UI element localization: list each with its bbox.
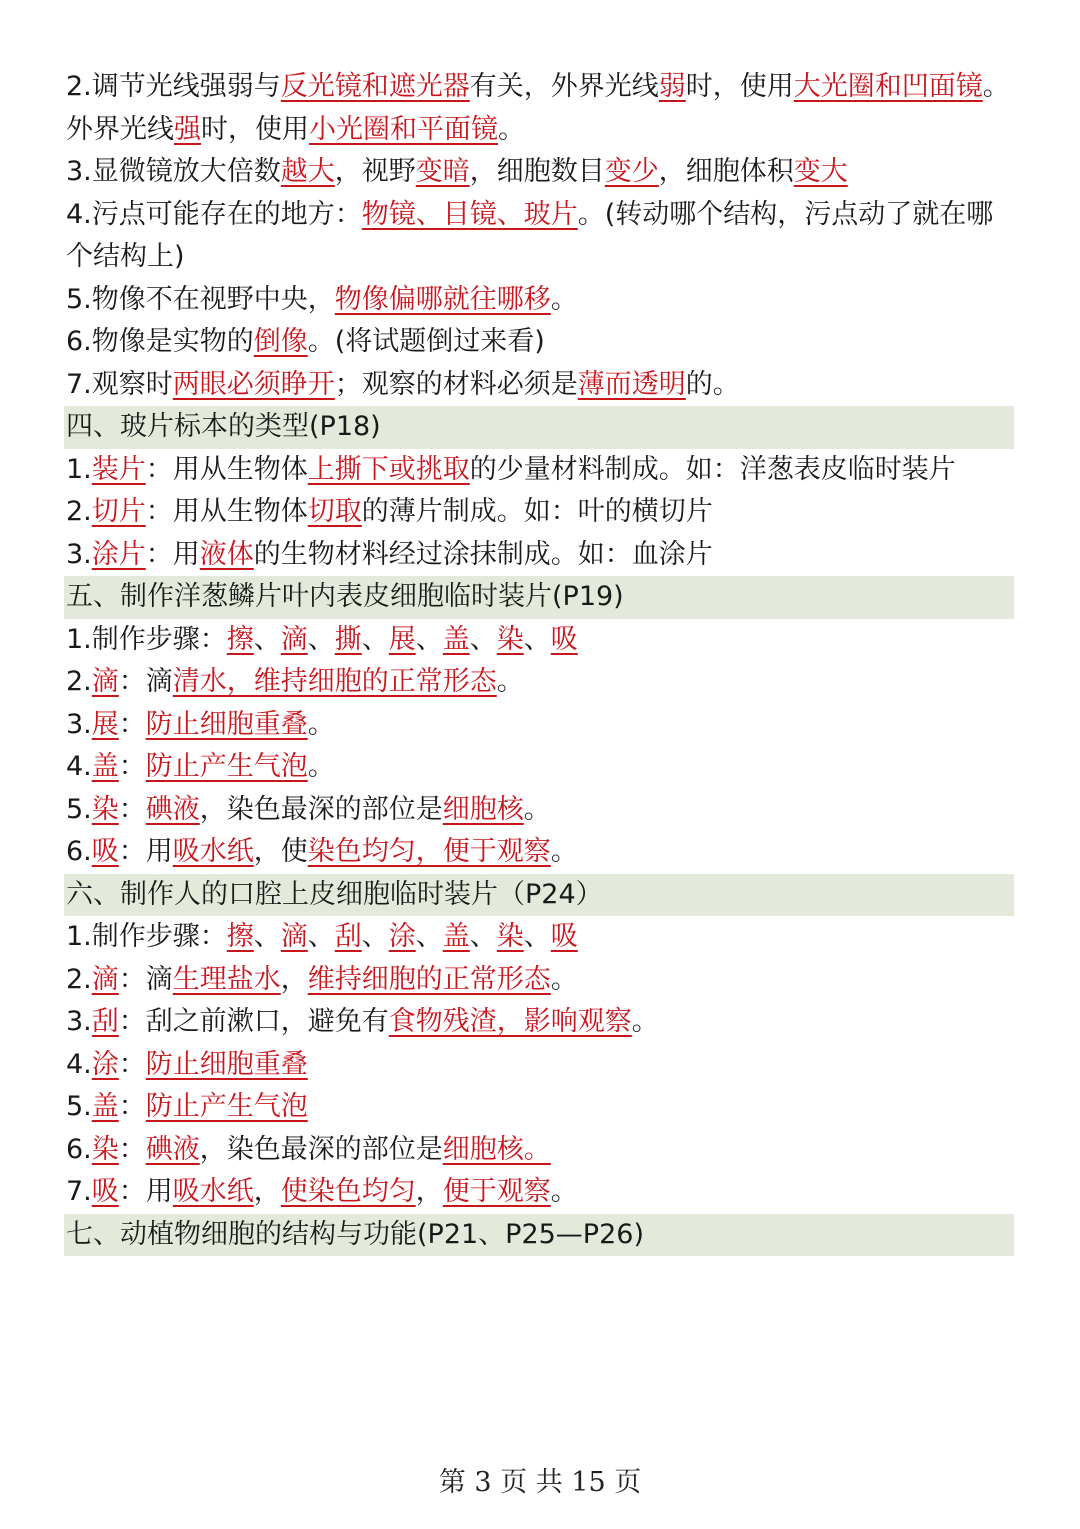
text-segment: ， [280, 963, 308, 995]
highlighted-answer: 涂 [91, 1048, 119, 1080]
highlighted-answer: 弱 [658, 71, 686, 102]
highlighted-answer: 细胞核。 [442, 1133, 551, 1165]
text-segment: 4. [66, 751, 92, 782]
highlighted-answer: 生理盐水 [172, 963, 281, 995]
text-segment: 的。 [685, 368, 740, 400]
highlighted-answer: 展 [91, 708, 119, 740]
text-line [66, 449, 1014, 492]
text-segment: 七、动植物细胞的结构与功能(P21、P25—P26) [66, 1218, 644, 1250]
text-segment: 、 [415, 921, 443, 952]
highlighted-answer: 滴 [280, 623, 308, 655]
text-line [66, 1001, 1014, 1044]
text-segment: 。外界光线 [66, 71, 1010, 145]
text-segment: 、 [307, 921, 335, 952]
highlighted-answer: 细胞核 [442, 793, 524, 825]
text-segment: ， [253, 1176, 281, 1207]
highlighted-answer: 薄而透明 [577, 368, 686, 400]
text-segment: ：用从生物体 [145, 453, 308, 485]
highlighted-answer: 吸 [550, 921, 578, 952]
highlighted-answer: 染 [91, 793, 119, 825]
highlighted-answer: 反光镜和遮光器 [280, 71, 470, 102]
highlighted-answer: 防止细胞重叠 [145, 708, 308, 740]
highlighted-answer: 上撕下或挑取 [307, 453, 470, 485]
text-segment: 、 [523, 623, 551, 655]
highlighted-answer: 吸 [91, 1176, 119, 1207]
text-line [66, 321, 1014, 364]
text-segment: 。 [307, 751, 335, 782]
highlighted-answer: 盖 [442, 921, 470, 952]
text-line [66, 959, 1014, 1002]
text-segment: 。 [496, 666, 524, 697]
highlighted-answer: 使染色均匀 [280, 1176, 416, 1207]
text-segment: ，细胞数目 [469, 156, 605, 187]
text-line [66, 491, 1014, 534]
section-heading [64, 406, 1014, 449]
highlighted-answer: 切片 [91, 496, 146, 527]
text-segment: 1.制作步骤： [66, 623, 227, 655]
text-segment: ：用 [118, 836, 173, 867]
highlighted-answer: 擦 [226, 623, 254, 655]
text-segment: 六、制作人的口腔上皮细胞临时装片（P24） [66, 878, 603, 910]
highlighted-answer: 液体 [199, 538, 254, 570]
text-segment: 、 [361, 623, 389, 655]
text-segment: 3.显微镜放大倍数 [66, 156, 281, 187]
highlighted-answer: 清水，维持细胞的正常形态 [172, 666, 497, 697]
text-line [66, 1171, 1014, 1214]
text-line [66, 1129, 1014, 1172]
text-segment: 。 [307, 708, 335, 740]
text-segment: 的生物材料经过涂抹制成。如：血涂片 [253, 538, 713, 570]
text-segment: 的薄片制成。如：叶的横切片 [361, 496, 713, 527]
text-line [66, 916, 1014, 959]
text-segment: 6.物像是实物的 [66, 326, 254, 357]
text-segment: ，细胞体积 [658, 156, 794, 187]
highlighted-answer: 变暗 [415, 156, 470, 187]
highlighted-answer: 碘液 [145, 1133, 200, 1165]
text-line [66, 194, 1014, 279]
text-segment: 6. [66, 836, 92, 867]
text-segment: 7.观察时 [66, 368, 173, 400]
text-segment: 3. [66, 708, 92, 740]
text-segment: ：滴 [118, 963, 173, 995]
text-segment: 。 [523, 793, 551, 825]
text-line [66, 1086, 1014, 1129]
highlighted-answer: 强 [174, 113, 201, 145]
text-segment: ，染色最深的部位是 [199, 793, 443, 825]
text-segment: 、 [415, 623, 443, 655]
text-segment: 4.污点可能存在的地方： [66, 198, 362, 230]
text-line [66, 746, 1014, 789]
text-segment: ：用 [145, 538, 200, 570]
highlighted-answer: 切取 [307, 496, 362, 527]
text-segment: ，使 [253, 836, 308, 867]
text-segment: 。 [631, 1006, 659, 1037]
highlighted-answer: 刮 [334, 921, 362, 952]
highlighted-answer: 大光圈和凹面镜 [793, 71, 983, 102]
highlighted-answer: 防止产生气泡 [145, 1091, 308, 1122]
text-segment: 2. [66, 963, 92, 995]
text-segment: 。 [550, 1176, 578, 1207]
document-body [66, 66, 1014, 1256]
text-segment: 1. [66, 453, 92, 485]
highlighted-answer: 盖 [91, 1091, 119, 1122]
highlighted-answer: 涂片 [91, 538, 146, 570]
text-line [66, 704, 1014, 747]
section-heading [64, 576, 1014, 619]
highlighted-answer: 装片 [91, 453, 146, 485]
text-line [66, 66, 1014, 151]
highlighted-answer: 小光圈和平面镜 [309, 113, 498, 145]
text-segment: 时，使用 [201, 113, 309, 145]
text-segment: ：滴 [118, 666, 173, 697]
text-segment: 、 [253, 921, 281, 952]
text-segment: ， [415, 1176, 443, 1207]
highlighted-answer: 变少 [604, 156, 659, 187]
text-segment: 、 [469, 921, 497, 952]
highlighted-answer: 物镜、目镜、玻片 [361, 198, 578, 230]
text-segment: 5.物像不在视野中央， [66, 283, 335, 315]
section-heading [64, 1214, 1014, 1257]
highlighted-answer: 防止产生气泡 [145, 751, 308, 782]
highlighted-answer: 撕 [334, 623, 362, 655]
text-segment: 1.制作步骤： [66, 921, 227, 952]
text-segment: ：刮之前漱口，避免有 [118, 1006, 389, 1037]
highlighted-answer: 防止细胞重叠 [145, 1048, 308, 1080]
text-segment: 。(转动哪个结构，污点动了就在哪个结构上) [66, 198, 994, 272]
text-segment: ： [118, 1091, 146, 1122]
highlighted-answer: 越大 [280, 156, 335, 187]
text-line [66, 619, 1014, 662]
highlighted-answer: 染 [496, 623, 524, 655]
text-segment: 四、玻片标本的类型(P18) [66, 411, 381, 442]
text-segment: ：用从生物体 [145, 496, 308, 527]
text-line [66, 661, 1014, 704]
text-line [66, 534, 1014, 577]
highlighted-answer: 吸 [550, 623, 578, 655]
highlighted-answer: 染色均匀，便于观察 [307, 836, 551, 867]
text-segment: 、 [523, 921, 551, 952]
highlighted-answer: 展 [388, 623, 416, 655]
highlighted-answer: 便于观察 [442, 1176, 551, 1207]
highlighted-answer: 涂 [388, 921, 416, 952]
text-segment: ：用 [118, 1176, 173, 1207]
text-segment: 3. [66, 538, 92, 570]
highlighted-answer: 刮 [91, 1006, 119, 1037]
highlighted-answer: 吸水纸 [172, 1176, 254, 1207]
text-segment: 。 [550, 836, 578, 867]
text-segment: 、 [307, 623, 335, 655]
text-segment: ，视野 [334, 156, 416, 187]
highlighted-answer: 物像偏哪就往哪移 [334, 283, 551, 315]
text-line [66, 831, 1014, 874]
text-segment: 有关，外界光线 [469, 71, 659, 102]
text-segment: 。(将试题倒过来看) [307, 326, 545, 357]
text-segment: 、 [361, 921, 389, 952]
highlighted-answer: 吸水纸 [172, 836, 254, 867]
text-segment: 。 [550, 963, 578, 995]
highlighted-answer: 两眼必须睁开 [172, 368, 335, 400]
text-segment: ： [118, 751, 146, 782]
text-segment: 5. [66, 1091, 92, 1122]
section-heading [64, 874, 1014, 917]
highlighted-answer: 滴 [91, 963, 119, 995]
text-segment: ： [118, 1048, 146, 1080]
text-segment: 五、制作洋葱鳞片叶内表皮细胞临时装片(P19) [66, 581, 624, 612]
highlighted-answer: 变大 [793, 156, 848, 187]
text-segment: 的少量材料制成。如：洋葱表皮临时装片 [469, 453, 956, 485]
highlighted-answer: 吸 [91, 836, 119, 867]
highlighted-answer: 染 [496, 921, 524, 952]
text-segment: 。 [550, 283, 578, 315]
text-segment: 。 [498, 113, 525, 145]
text-segment: 2. [66, 666, 92, 697]
highlighted-answer: 滴 [280, 921, 308, 952]
text-segment: 、 [469, 623, 497, 655]
text-segment: 7. [66, 1176, 92, 1207]
page-number-footer: 第 3 页 共 15 页 [438, 1467, 642, 1498]
highlighted-answer: 维持细胞的正常形态 [307, 963, 551, 995]
highlighted-answer: 食物残渣，影响观察 [388, 1006, 632, 1037]
text-segment: 2.调节光线强弱与 [66, 71, 281, 102]
text-segment: 6. [66, 1133, 92, 1165]
text-line [66, 1044, 1014, 1087]
text-line [66, 279, 1014, 322]
highlighted-answer: 盖 [91, 751, 119, 782]
text-segment: 4. [66, 1048, 92, 1080]
text-segment: 时，使用 [685, 71, 794, 102]
text-segment: 2. [66, 496, 92, 527]
highlighted-answer: 倒像 [253, 326, 308, 357]
text-line [66, 151, 1014, 194]
text-segment: ；观察的材料必须是 [334, 368, 578, 400]
highlighted-answer: 染 [91, 1133, 119, 1165]
text-segment: 3. [66, 1006, 92, 1037]
highlighted-answer: 碘液 [145, 793, 200, 825]
text-line [66, 364, 1014, 407]
text-segment: 、 [253, 623, 281, 655]
text-segment: 5. [66, 793, 92, 825]
highlighted-answer: 滴 [91, 666, 119, 697]
highlighted-answer: 擦 [226, 921, 254, 952]
text-segment: ： [118, 793, 146, 825]
text-segment: ： [118, 1133, 146, 1165]
highlighted-answer: 盖 [442, 623, 470, 655]
text-segment: ，染色最深的部位是 [199, 1133, 443, 1165]
text-segment: ： [118, 708, 146, 740]
text-line [66, 789, 1014, 832]
